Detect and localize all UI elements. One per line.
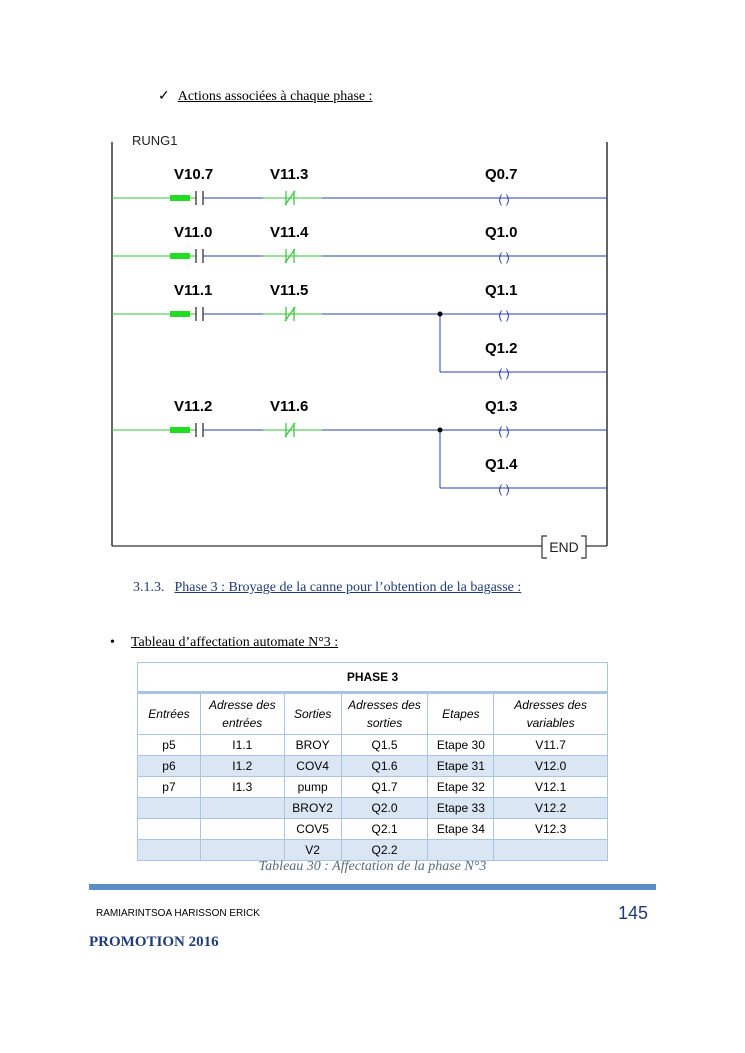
table-caption: Tableau 30 : Affectation de la phase N°3 — [258, 859, 487, 874]
assignment-table — [137, 662, 608, 861]
table-title: PHASE 3 — [138, 663, 608, 693]
footer-divider — [89, 884, 656, 890]
table-cell: Etape 31 — [428, 756, 494, 777]
contact-label-no: V10.7 — [174, 166, 214, 183]
col-header: Sorties — [284, 693, 341, 735]
table-cell: V11.7 — [494, 735, 608, 756]
table-cell: p5 — [138, 735, 201, 756]
coil-label: Q1.0 — [485, 224, 518, 241]
rung-label: RUNG1 — [132, 133, 178, 148]
table-cell — [138, 819, 201, 840]
table-row — [138, 819, 608, 840]
coil-symbol: ( ) — [498, 192, 510, 206]
table-intro — [110, 635, 338, 651]
power-flow-indicator — [170, 311, 190, 317]
table-cell: Etape 30 — [428, 735, 494, 756]
table-cell: V12.1 — [494, 777, 608, 798]
coil-label: Q1.3 — [485, 398, 518, 415]
coil-symbol: ( ) — [498, 250, 510, 264]
col-header: Entrées — [138, 693, 201, 735]
table-cell: p6 — [138, 756, 201, 777]
section-title: Phase 3 : Broyage de la canne pour l’obtention de la bagasse : — [174, 580, 522, 595]
contact-label-no: V11.2 — [174, 398, 213, 415]
branch-node-1 — [438, 312, 443, 317]
table-cell: I1.3 — [200, 777, 284, 798]
table-cell — [138, 840, 201, 861]
power-flow-indicator — [170, 195, 190, 201]
table-cell: COV4 — [284, 756, 341, 777]
coil-label: Q0.7 — [485, 166, 518, 183]
bullet-icon: • — [110, 635, 115, 650]
contact-label-no: V11.0 — [174, 224, 213, 241]
table-cell: Q2.1 — [341, 819, 428, 840]
coil-label: Q1.4 — [485, 456, 518, 473]
table-cell — [200, 798, 284, 819]
table-cell: Etape 32 — [428, 777, 494, 798]
end-label: END — [549, 539, 579, 555]
table-row — [138, 798, 608, 819]
table-cell: V12.0 — [494, 756, 608, 777]
table-cell: BROY2 — [284, 798, 341, 819]
coil-label: Q1.1 — [485, 282, 518, 299]
table-cell — [200, 840, 284, 861]
footer-author: RAMIARINTSOA HARISSON ERICK — [96, 908, 260, 919]
footer-promotion: PROMOTION 2016 — [89, 934, 219, 950]
table-cell: I1.1 — [200, 735, 284, 756]
coil-symbol: ( ) — [498, 308, 510, 322]
contact-label-nc: V11.6 — [270, 398, 309, 415]
table-cell: Etape 34 — [428, 819, 494, 840]
contact-label-nc: V11.4 — [270, 224, 309, 241]
col-header: Etapes — [428, 693, 494, 735]
actions-heading — [158, 88, 373, 105]
col-header: Adresses des sorties — [341, 693, 428, 735]
branch-2 — [438, 428, 608, 489]
table-cell: Q2.2 — [341, 840, 428, 861]
table-cell: Q1.5 — [341, 735, 428, 756]
coil-symbol: ( ) — [498, 424, 510, 438]
table-row — [138, 735, 608, 756]
table-cell — [428, 840, 494, 861]
table-cell: Q1.6 — [341, 756, 428, 777]
table-cell: Etape 33 — [428, 798, 494, 819]
checkmark-icon: ✓ — [158, 89, 170, 104]
table-cell — [494, 840, 608, 861]
table-cell: BROY — [284, 735, 341, 756]
table-cell: pump — [284, 777, 341, 798]
table-cell: p7 — [138, 777, 201, 798]
contact-label-no: V11.1 — [174, 282, 213, 299]
ladder-diagram — [100, 128, 620, 568]
table-cell: Q1.7 — [341, 777, 428, 798]
table-row — [138, 756, 608, 777]
contact-label-nc: V11.3 — [270, 166, 309, 183]
contact-label-nc: V11.5 — [270, 282, 309, 299]
col-header: Adresse des entrées — [200, 693, 284, 735]
table-cell: V12.2 — [494, 798, 608, 819]
coil-label: Q1.2 — [485, 340, 518, 357]
coil-symbol: ( ) — [498, 366, 510, 380]
table-cell — [138, 798, 201, 819]
power-flow-indicator — [170, 253, 190, 259]
table-cell: V2 — [284, 840, 341, 861]
table-cell — [200, 819, 284, 840]
table-cell: I1.2 — [200, 756, 284, 777]
section-number: 3.1.3. — [133, 580, 165, 595]
power-flow-indicator — [170, 427, 190, 433]
branch-node-2 — [438, 428, 443, 433]
section-heading — [133, 580, 521, 596]
table-row — [138, 840, 608, 861]
branch-1 — [438, 312, 608, 373]
coil-symbol: ( ) — [498, 482, 510, 496]
table-intro-text: Tableau d’affectation automate N°3 : — [130, 635, 339, 650]
table-cell: V12.3 — [494, 819, 608, 840]
table-cell: COV5 — [284, 819, 341, 840]
table-cell: Q2.0 — [341, 798, 428, 819]
table-row — [138, 777, 608, 798]
page-number: 145 — [618, 903, 649, 923]
end-instruction — [542, 536, 586, 558]
actions-heading-text: Actions associées à chaque phase : — [177, 89, 373, 104]
col-header: Adresses des variables — [494, 693, 608, 735]
